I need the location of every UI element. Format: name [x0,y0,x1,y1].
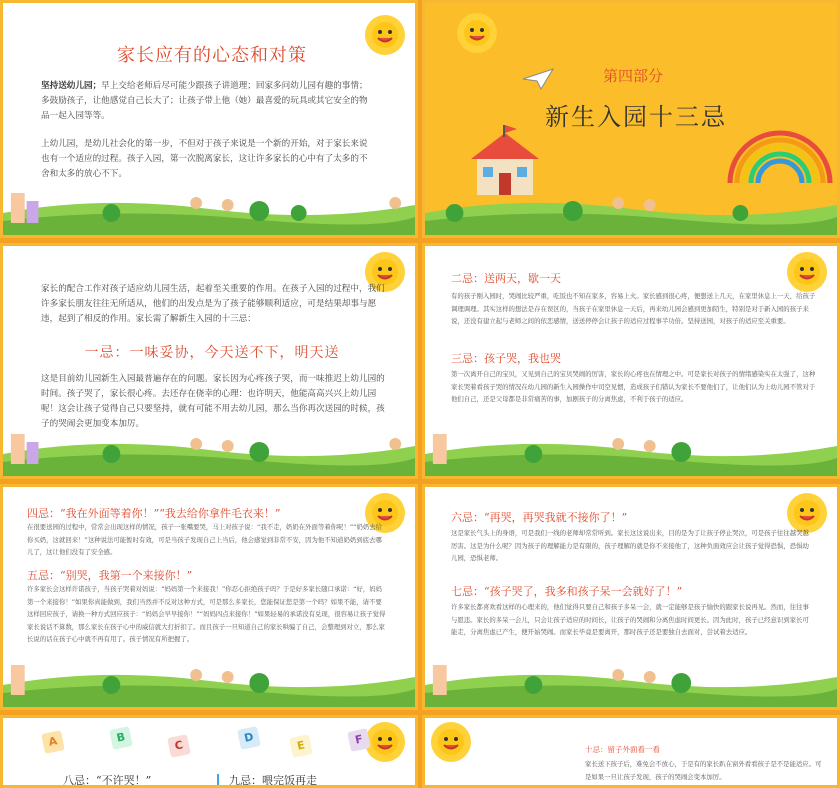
grass-scene-illustration [3,187,415,235]
slide-8[interactable] [422,715,840,788]
slide-4[interactable] [422,243,840,479]
grass-scene-illustration [425,187,837,235]
section-heading: 七忌：“孩子哭了，我多和孩子呆一会就好了！” [451,585,683,598]
section-heading: 四忌：“我在外面等着你！”“我去给你拿件毛衣来！” [27,507,281,520]
paragraph: 许多家长会这样许诺孩子，当孩子哭着对妈说：“妈妈第一个来接我！”你忍心拒绝孩子吗？于是好多家长随口承诺：“好，妈妈第一个来接你！”如果你真能做到，我们当然并不反对这种方式，可是那么多家长，您能保证您是第一个吗？如果不能，请不要这样回应孩子，请换一种方式回应孩子：“妈妈会早早接你！”“妈妈四点来接你！”如果轻易的承诺没有兑现，很容易让孩子觉得家长说话不算数，那么家长在孩子心中的威信就大打折扣了。而且孩子一旦知道自己的家长哄骗了自己，会整理到对立，那么家长说的话在孩子心中就不再有用了。孩子情况有所把握了。 [27,585,386,643]
section-heading: 十忌：留子外面看一看 [585,745,660,754]
slide-2[interactable] [422,0,840,238]
section-title: 新生入园十三忌 [545,103,727,131]
sun-icon [455,11,499,55]
paragraph: 这是目前幼儿园新生入园最普遍存在的问题。家长因为心疼孩子哭，而一味推迟上幼儿园的时间。孩子哭了，家长很心疼。去还存在侥幸的心理：也许明天，他能高高兴兴上幼儿园呢！这会让孩子觉得自己只要坚持，就有可能不用去幼儿园，那么当你再次送园的时候，孩子的哭闹会更加变本加厉。 [41,374,385,429]
paragraph: 在很要送园的过程中，常常会出现这样的情况，孩子一张嘴要哭，马上对孩子说：“我不走，奶奶在外面等着你呢！”“奶奶去给你买奶，这就回来！”这种说法可能暂时有效，可是当孩子发现自己上当后，他会感觉到非常不安，因为他不知道奶奶到底去哪儿了，这让他们没有了安全感。 [27,523,383,556]
letter-block: A [41,730,65,754]
slide-6[interactable] [422,484,840,710]
letter-block: C [167,734,191,758]
letter-block: D [237,726,261,750]
rainbow-illustration [725,123,835,183]
paragraph: 家长送下孩子后，难免会不放心，于是有的家长趴在窗外看看孩子是不是能适应。可是如果一旦让孩子发现，孩子的哭闹会变本加厉。 [585,760,822,781]
section-heading: 九忌：喂完饭再走 [229,774,317,787]
grass-scene-illustration [425,428,837,476]
paper-plane-icon [521,67,555,91]
paragraph: 这是家长气头上的身语，可是我们一线的老师却常常听到。家长这这说出来，目的是为了让孩子停止哭泣，可是孩子往往越哭越厉害。这是为什么呢？因为孩子的理解能力是有限的，孩子理解的就是你不来接他了，这种负面效应会让孩子觉得恐惧，恐惧幼儿园，恐惧老师。 [451,529,809,562]
letter-block: B [109,726,133,750]
letter-block: E [289,734,313,758]
sun-icon [785,250,829,294]
section-heading: 五忌：“别哭，我第一个来接你！” [27,569,193,582]
paragraph: 上幼儿园，是幼儿社会化的第一步，不但对于孩子来说是一个新的开始，对于家长来说也有一个适应的过程。孩子入园，第一次脱离家长，这让许多家长的心中有了太多的不舍和太多的放心不下。 [41,139,368,179]
part-label: 第四部分 [603,67,664,85]
section-heading: 一忌：一味妥协，今天送不下，明天送 [84,345,340,361]
slide-title: 家长应有的心态和对策 [117,45,307,66]
paragraph: 许多家长都喜欢看这样的心理来的，他们觉得只要自己和孩子多呆一会，就一定能够是孩子愉快的跟家长说再见。然而，往往事与愿违。家长的多呆一会儿，只会让孩子适应的时间长，让孩子的哭闹和分离焦虑时间更长。因为此时，孩子已经意识到家长可能走，分离焦虑已产生，便开始哭闹。而家长毕竟是要离开，那时孩子还是要独自去面对，尝试着去适应。 [451,603,809,636]
paragraph: 坚持送幼儿园；早上交给老师后尽可能少跟孩子讲道理；回家多问幼儿园有趣的事情；多鼓励孩子，让他感觉自己长大了；让孩子带上他（她）最喜爱的玩具或其它安全的物品一起入园等等。 [41,81,368,121]
slide-3[interactable] [0,243,418,479]
grass-scene-illustration [425,659,837,707]
divider [217,774,219,788]
paragraph: 有的孩子刚入园时，哭闹比较严重，吃饭也不知在家多，容易上火。家长感到很心疼，便想送上几天，在家里休息上一天，给孩子调理调理。其实这样的想法是存在误区的，当孩子在家里休息一天后，再来幼儿园会感到更加陌生，特别是对于新入园的孩子来说，还没有建立起与老师之间的依恋感情，送送停停会让孩子的适应过程事半功倍。坚持送园，对孩子的适应至关重要。 [451,292,816,325]
section-heading: 八忌：“不许哭！” [63,774,152,787]
slide-1[interactable] [0,0,418,238]
grass-scene-illustration [3,428,415,476]
section-heading: 二忌：送两天，歇一天 [451,272,561,285]
paragraph: 家长的配合工作对孩子适应幼儿园生活，起着至关重要的作用。在孩子入园的过程中，我们许多家长朋友往往无所适从，他们的出发点是为了孩子能够顺利适应，可是结果却事与愿违，起到了相反的作用。家长需了解新生入园的十三忌： [41,284,385,324]
section-heading: 六忌：“再哭，再哭我就不接你了！” [451,511,628,524]
grass-scene-illustration [3,659,415,707]
letter-block: F [347,728,371,752]
slide-5[interactable] [0,484,418,710]
sun-icon [429,720,473,764]
paragraph: 第一次离开自己的宝贝，又见到自己的宝贝哭闹的厉害，家长的心疼也在情理之中。可是家长对孩子的情绪感染实在太强了，这种家长哭着看孩子哭的情况在幼儿园的新生入园操作中司空见惯，造成孩子们错认为家长不要他们了，让他们认为上幼儿园不管对于他们自己，还是父母都是非常痛苦的事，加剧孩子的分离焦虑，不利于孩子的适应。 [451,370,816,403]
slide-7[interactable] [0,715,418,788]
section-heading: 三忌：孩子哭，我也哭 [451,352,561,365]
